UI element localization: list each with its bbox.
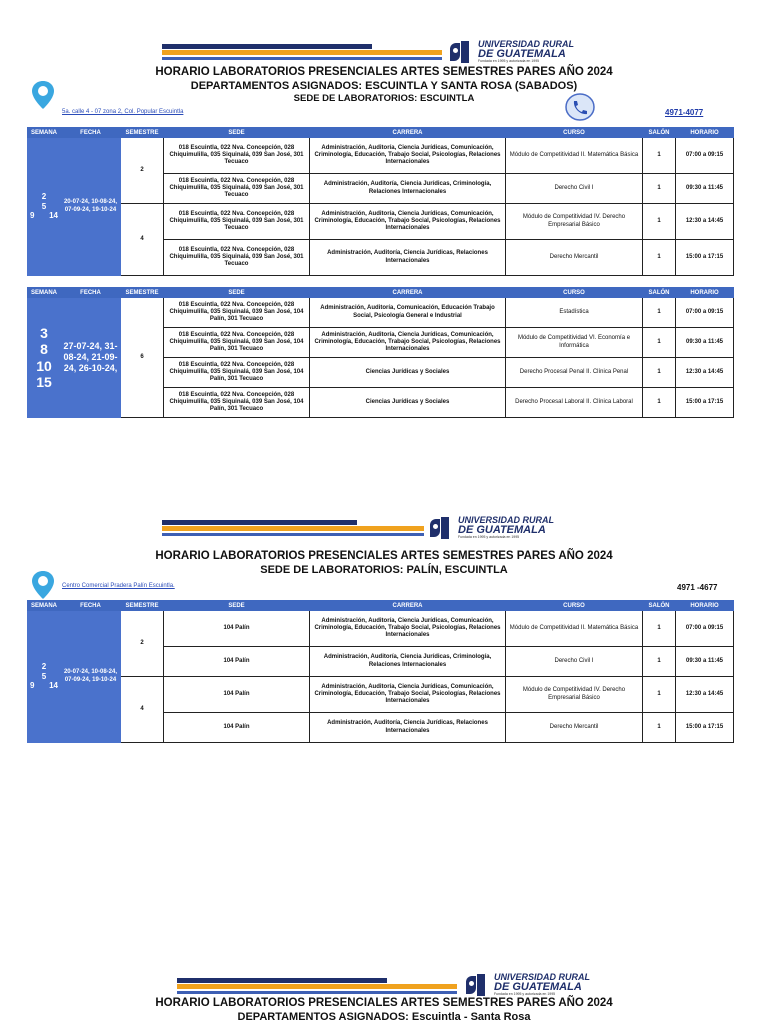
semestre-cell: 2 [121, 138, 164, 204]
sede-cell: 018 Escuintla, 022 Nva. Concepción, 028 Chiquimulilla, 035 Siquinalá, 039 San José, 301 Tecuaco [164, 240, 310, 276]
page-title: HORARIO LABORATORIOS PRESENCIALES ARTES SEMESTRES PARES AÑO 2024 [155, 66, 613, 78]
university-logo [450, 40, 574, 64]
table-header-row [28, 288, 734, 298]
carrera-cell: Administración, Auditoría, Ciencia Jurídicas, Comunicación, Criminología, Educación, Trabajo Social, Psicologías, Relaciones Internacionales [310, 138, 506, 174]
semana-value: 9 [30, 681, 35, 691]
salon-cell: 1 [643, 240, 676, 276]
salon-cell: 1 [643, 358, 676, 388]
header-semana: SEMANA [28, 128, 61, 138]
table-header-row [28, 128, 734, 138]
horario-cell: 07:00 a 09:15 [676, 298, 734, 328]
horario-cell: 12:30 a 14:45 [676, 204, 734, 240]
header-bar-blue [162, 533, 424, 536]
curso-cell: Módulo de Competitividad II. Matemática Básica [506, 611, 643, 647]
horario-cell: 07:00 a 09:15 [676, 611, 734, 647]
address-link[interactable]: 5a. calle 4 - 07 zona 2, Col. Popular Escuintla [62, 109, 184, 115]
logo-line1: UNIVERSIDAD RURAL [478, 39, 575, 49]
semana-value: 8 [40, 341, 48, 358]
header-fecha: FECHA [61, 128, 121, 138]
curso-cell: Derecho Procesal Laboral II. Clínica Laboral [506, 388, 643, 418]
header-bar-orange [177, 984, 457, 989]
carrera-cell: Administración, Auditoría, Ciencia Jurídicas, Relaciones Internacionales [310, 240, 506, 276]
sede-cell: 018 Escuintla, 022 Nva. Concepción, 028 Chiquimulilla, 035 Siquinalá, 039 San José, 104 Palín, 301 Tecuaco [164, 298, 310, 328]
curso-cell: Derecho Mercantil [506, 240, 643, 276]
salon-cell: 1 [643, 713, 676, 743]
header-carrera: CARRERA [310, 288, 506, 298]
logo-line2: DE GUATEMALA [458, 524, 546, 536]
semana-value: 15 [36, 373, 52, 390]
salon-cell: 1 [643, 298, 676, 328]
horario-cell: 15:00 a 17:15 [676, 240, 734, 276]
header-bar-orange [162, 50, 442, 55]
header-bar-orange [162, 526, 424, 531]
curso-cell: Módulo de Competitividad II. Matemática Básica [506, 138, 643, 174]
table-row [28, 138, 734, 174]
curso-cell: Derecho Mercantil [506, 713, 643, 743]
header-horario: HORARIO [676, 601, 734, 611]
semestre-cell: 4 [121, 204, 164, 276]
location-pin-icon [31, 570, 55, 600]
semestre-cell: 6 [121, 298, 164, 418]
logo-tagline: Fundada en 1995 y autorizada en 1995 [478, 59, 540, 63]
header-curso: CURSO [506, 601, 643, 611]
header-curso: CURSO [506, 128, 643, 138]
header-semana: SEMANA [28, 288, 61, 298]
curso-cell: Módulo de Competitividad IV. Derecho Empresarial Básico [506, 677, 643, 713]
header-fecha: FECHA [61, 601, 121, 611]
semana-value: 2 [41, 192, 47, 202]
header-sede: SEDE [164, 128, 310, 138]
semana-value: 5 [41, 201, 47, 211]
header-salon: SALÓN [643, 128, 676, 138]
logo-mark-icon [450, 41, 474, 63]
salon-cell: 1 [643, 138, 676, 174]
carrera-cell: Administración, Auditoría, Comunicación, Educación Trabajo Social, Psicología General e Industrial [310, 298, 506, 328]
semana-value: 10 [36, 357, 52, 374]
table-row [28, 204, 734, 240]
fecha-cell: 20-07-24, 10-08-24, 07-09-24, 19-10-24 [61, 611, 121, 743]
sede-cell: 018 Escuintla, 022 Nva. Concepción, 028 Chiquimulilla, 035 Siquinalá, 039 San José, 301 Tecuaco [164, 174, 310, 204]
salon-cell: 1 [643, 388, 676, 418]
sede-cell: 018 Escuintla, 022 Nva. Concepción, 028 Chiquimulilla, 035 Siquinalá, 039 San José, 104 Palín, 301 Tecuaco [164, 388, 310, 418]
logo-tagline: Fundada en 1995 y autorizada en 1995 [494, 992, 556, 996]
schedule-table-escuintla-1 [27, 127, 734, 276]
schedule-table-palin [27, 600, 734, 743]
header-fecha: FECHA [61, 288, 121, 298]
header-semestre: SEMESTRE [121, 128, 164, 138]
header-carrera: CARRERA [310, 601, 506, 611]
phone-number-link[interactable]: 4971-4077 [665, 108, 704, 117]
university-logo [466, 973, 590, 997]
salon-cell: 1 [643, 611, 676, 647]
curso-cell: Módulo de Competitividad VI. Economía e Informática [506, 328, 643, 358]
semana-value: 14 [49, 211, 58, 221]
departments-title: DEPARTAMENTOS ASIGNADOS: ESCUINTLA Y SANTA ROSA (SABADOS) [190, 80, 578, 92]
page-title: HORARIO LABORATORIOS PRESENCIALES ARTES SEMESTRES PARES AÑO 2024 [155, 550, 613, 562]
departments-title: DEPARTAMENTOS ASIGNADOS: Escuintla - Santa Rosa [237, 1011, 531, 1023]
salon-cell: 1 [643, 328, 676, 358]
curso-cell: Derecho Civil I [506, 174, 643, 204]
header-semana: SEMANA [28, 601, 61, 611]
curso-cell: Derecho Procesal Penal II. Clínica Penal [506, 358, 643, 388]
curso-cell: Estadística [506, 298, 643, 328]
header-salon: SALÓN [643, 288, 676, 298]
logo-mark-icon [430, 517, 454, 539]
sede-cell: 018 Escuintla, 022 Nva. Concepción, 028 Chiquimulilla, 035 Siquinalá, 039 San José, 104 Palín, 301 Tecuaco [164, 328, 310, 358]
header-bar-navy [177, 978, 387, 983]
header-salon: SALÓN [643, 601, 676, 611]
phone-icon [565, 93, 595, 121]
semestre-cell: 2 [121, 611, 164, 677]
salon-cell: 1 [643, 677, 676, 713]
logo-line1: UNIVERSIDAD RURAL [458, 515, 555, 525]
fecha-cell: 27-07-24, 31-08-24, 21-09-24, 26-10-24, [61, 298, 121, 418]
logo-line1: UNIVERSIDAD RURAL [494, 972, 591, 982]
salon-cell: 1 [643, 647, 676, 677]
curso-cell: Módulo de Competitividad IV. Derecho Empresarial Básico [506, 204, 643, 240]
semana-value: 9 [30, 211, 35, 221]
semana-value: 2 [41, 662, 47, 672]
semana-value: 14 [49, 681, 58, 691]
horario-cell: 07:00 a 09:15 [676, 138, 734, 174]
carrera-cell: Administración, Auditoría, Ciencia Jurídicas, Comunicación, Criminología, Educación, Trabajo Social, Psicologías, Relaciones Internacionales [310, 677, 506, 713]
sede-title: SEDE DE LABORATORIOS: ESCUINTLA [293, 93, 475, 104]
schedule-table-escuintla-2 [27, 287, 734, 418]
header-carrera: CARRERA [310, 128, 506, 138]
semana-cell [28, 138, 61, 276]
carrera-cell: Administración, Auditoría, Ciencia Jurídicas, Comunicación, Criminología, Educación, Trabajo Social, Psicologías, Relaciones Internacionales [310, 328, 506, 358]
header-bar-blue [177, 991, 457, 994]
horario-cell: 09:30 a 11:45 [676, 174, 734, 204]
header-sede: SEDE [164, 601, 310, 611]
curso-cell: Derecho Civil I [506, 647, 643, 677]
sede-cell: 104 Palín [164, 713, 310, 743]
location-pin-icon [31, 80, 55, 110]
header-semestre: SEMESTRE [121, 288, 164, 298]
carrera-cell: Administración, Auditoría, Ciencia Jurídicas, Comunicación, Criminología, Educación, Trabajo Social, Psicologías, Relaciones Internacionales [310, 204, 506, 240]
carrera-cell: Administración, Auditoría, Ciencia Jurídicas, Criminología, Relaciones Internacionales [310, 647, 506, 677]
carrera-cell: Ciencias Jurídicas y Sociales [310, 388, 506, 418]
sede-cell: 104 Palín [164, 611, 310, 647]
logo-line2: DE GUATEMALA [478, 48, 566, 60]
page-title: HORARIO LABORATORIOS PRESENCIALES ARTES SEMESTRES PARES AÑO 2024 [155, 997, 613, 1009]
semana-value: 5 [41, 671, 47, 681]
carrera-cell: Administración, Auditoría, Ciencia Jurídicas, Relaciones Internacionales [310, 713, 506, 743]
header-bar-navy [162, 520, 357, 525]
sede-cell: 018 Escuintla, 022 Nva. Concepción, 028 Chiquimulilla, 035 Siquinalá, 039 San José, 104 Palín, 301 Tecuaco [164, 358, 310, 388]
carrera-cell: Administración, Auditoría, Ciencia Jurídicas, Comunicación, Criminología, Educación, Trabajo Social, Psicologías, Relaciones Internacionales [310, 611, 506, 647]
table-row [28, 298, 734, 328]
address-link[interactable]: Centro Comercial Pradera Palín Escuintla. [62, 583, 175, 589]
table-header-row [28, 601, 734, 611]
horario-cell: 12:30 a 14:45 [676, 677, 734, 713]
horario-cell: 09:30 a 11:45 [676, 647, 734, 677]
logo-tagline: Fundada en 1995 y autorizada en 1995 [458, 535, 520, 539]
semana-cell [28, 611, 61, 743]
horario-cell: 15:00 a 17:15 [676, 713, 734, 743]
table-row [28, 611, 734, 647]
semana-value: 3 [40, 325, 48, 342]
semestre-cell: 4 [121, 677, 164, 743]
header-sede: SEDE [164, 288, 310, 298]
sede-cell: 104 Palín [164, 647, 310, 677]
salon-cell: 1 [643, 174, 676, 204]
sede-cell: 104 Palín [164, 677, 310, 713]
sede-title: SEDE DE LABORATORIOS: PALÍN, ESCUINTLA [260, 564, 508, 576]
logo-mark-icon [466, 974, 490, 996]
salon-cell: 1 [643, 204, 676, 240]
table-row [28, 677, 734, 713]
sede-cell: 018 Escuintla, 022 Nva. Concepción, 028 Chiquimulilla, 035 Siquinalá, 039 San José, 301 Tecuaco [164, 204, 310, 240]
header-bar-blue [162, 57, 442, 60]
carrera-cell: Administración, Auditoría, Ciencia Jurídicas, Criminología, Relaciones Internacionales [310, 174, 506, 204]
horario-cell: 09:30 a 11:45 [676, 328, 734, 358]
carrera-cell: Ciencias Jurídicas y Sociales [310, 358, 506, 388]
horario-cell: 15:00 a 17:15 [676, 388, 734, 418]
semana-cell [28, 298, 61, 418]
header-horario: HORARIO [676, 288, 734, 298]
header-horario: HORARIO [676, 128, 734, 138]
sede-cell: 018 Escuintla, 022 Nva. Concepción, 028 Chiquimulilla, 035 Siquinalá, 039 San José, 301 Tecuaco [164, 138, 310, 174]
header-semestre: SEMESTRE [121, 601, 164, 611]
horario-cell: 12:30 a 14:45 [676, 358, 734, 388]
header-curso: CURSO [506, 288, 643, 298]
phone-number: 4971 -4677 [677, 583, 718, 592]
logo-line2: DE GUATEMALA [494, 981, 582, 993]
fecha-cell: 20-07-24, 10-08-24, 07-09-24, 19-10-24 [61, 138, 121, 276]
university-logo [430, 516, 554, 540]
header-bar-navy [162, 44, 372, 49]
